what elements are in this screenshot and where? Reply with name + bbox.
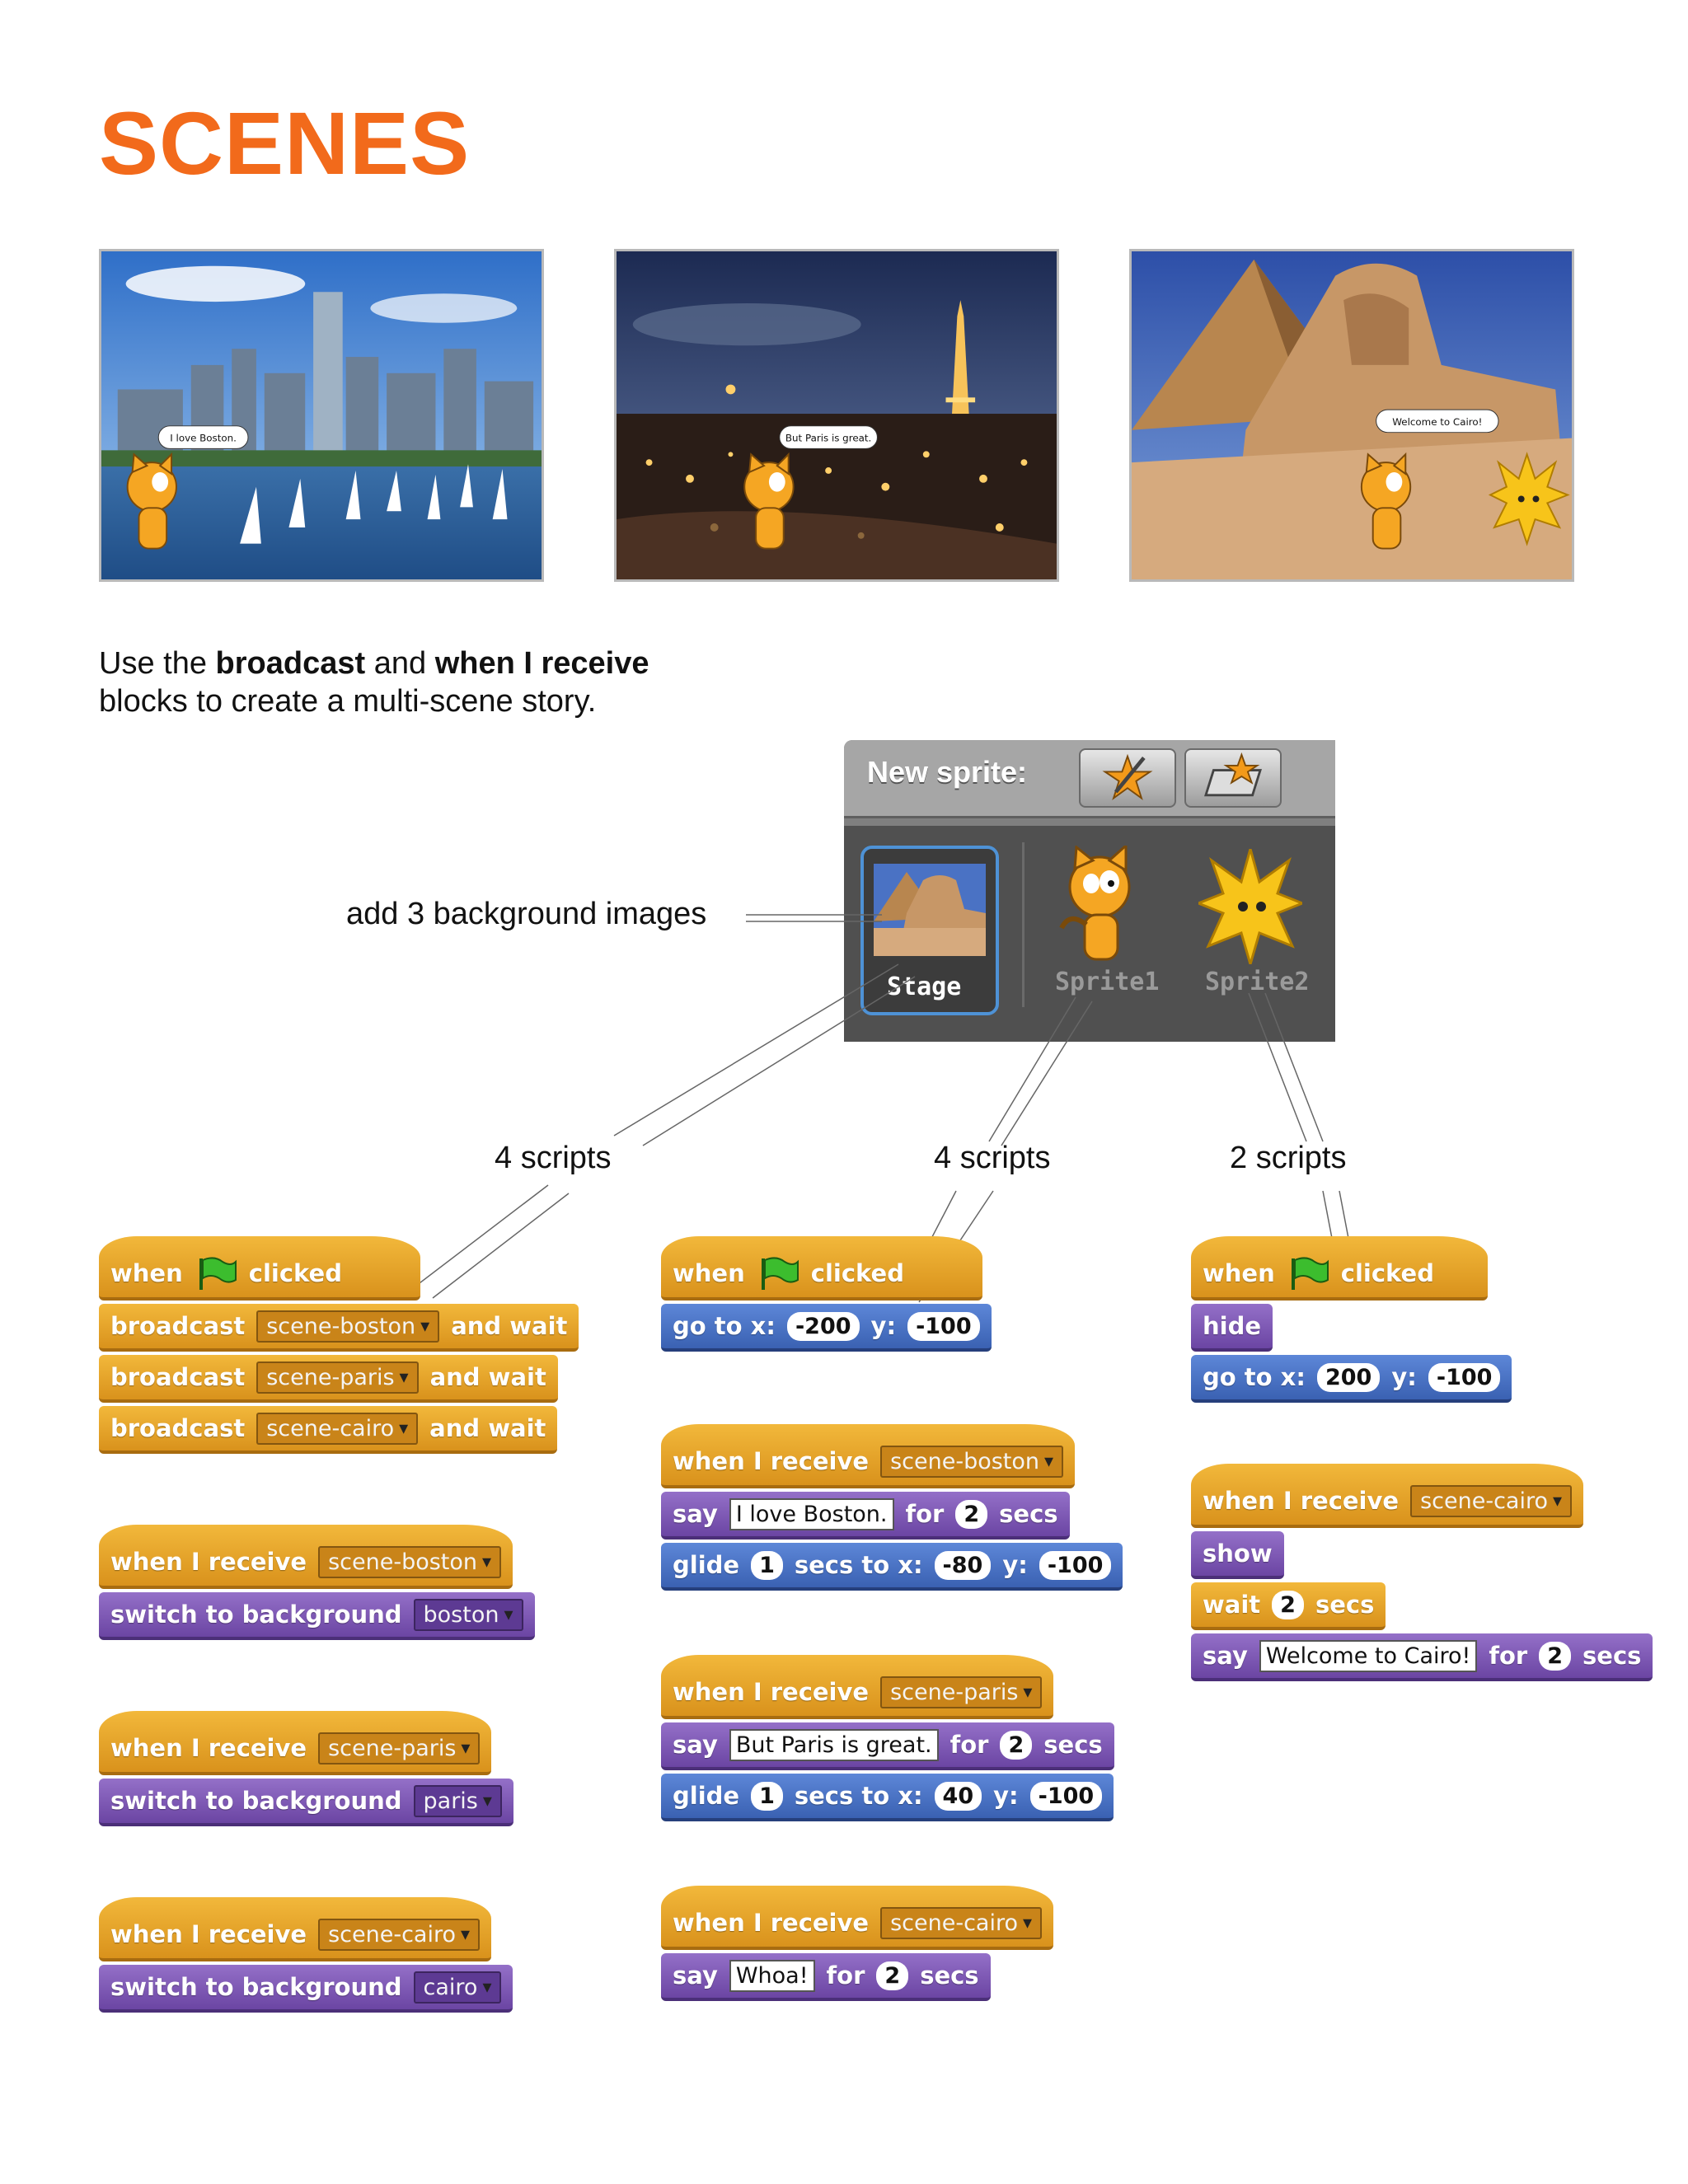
- block-clicked-label: clicked: [248, 1259, 342, 1287]
- when-i-receive-block[interactable]: [1191, 1464, 1583, 1528]
- when-i-receive-block[interactable]: [99, 1897, 491, 1961]
- block-switch-background-label: switch to background: [110, 1601, 402, 1629]
- block-when-i-receive-label: when I receive: [110, 1920, 307, 1948]
- block-go-to-x-label: go to x:: [1203, 1363, 1306, 1391]
- stage-thumbnail: [874, 864, 986, 956]
- scene-boston-image: [99, 249, 544, 582]
- sprite-list-divider: [1022, 842, 1025, 1007]
- sprite-list: [844, 826, 1335, 1042]
- block-go-to-x-label: go to x:: [673, 1312, 776, 1340]
- stage-script-receive-boston[interactable]: [99, 1525, 535, 1640]
- show-block[interactable]: [1191, 1531, 1284, 1579]
- sprite1-script-receive-paris[interactable]: [661, 1655, 1114, 1821]
- scene-cairo-image: [1129, 249, 1574, 582]
- say-for-secs-block[interactable]: [1191, 1633, 1653, 1681]
- receive-message-dropdown[interactable]: scene-cairo ▾: [880, 1907, 1042, 1939]
- say-for-secs-block[interactable]: [661, 1492, 1070, 1540]
- broadcast-message-dropdown[interactable]: scene-cairo ▾: [256, 1413, 418, 1445]
- block-broadcast-label: broadcast: [110, 1414, 246, 1442]
- block-hide-label: hide: [1203, 1312, 1262, 1340]
- sprite2-gobo-thumbnail[interactable]: [1198, 849, 1302, 964]
- svg-text:But Paris is great.: But Paris is great.: [785, 432, 872, 444]
- say-secs-input[interactable]: 2: [876, 1961, 908, 1990]
- x-input[interactable]: 40: [935, 1782, 982, 1811]
- stage-tile[interactable]: [860, 846, 999, 1015]
- receive-message-dropdown[interactable]: scene-cairo ▾: [1410, 1485, 1572, 1517]
- block-glide-label: glide: [673, 1782, 740, 1810]
- intro-use-the: Use the: [99, 646, 216, 681]
- say-text-input[interactable]: I love Boston.: [729, 1498, 894, 1530]
- annotation-sprite2-scripts: 2 scripts: [1230, 1141, 1347, 1175]
- block-when-i-receive-label: when I receive: [673, 1447, 870, 1475]
- sprite1-cat-thumbnail[interactable]: [1045, 846, 1152, 969]
- stage-script-receive-cairo[interactable]: [99, 1897, 513, 2013]
- say-secs-input[interactable]: 2: [955, 1500, 987, 1529]
- new-sprite-bar: [844, 740, 1335, 818]
- block-y-label: y:: [870, 1312, 897, 1340]
- block-broadcast-label: broadcast: [110, 1312, 246, 1340]
- scene-paris-image: [614, 249, 1059, 582]
- block-when-label: when: [110, 1259, 183, 1287]
- when-i-receive-block[interactable]: [661, 1424, 1075, 1488]
- sprite-panel: [844, 740, 1335, 1042]
- sprite1-script-green-flag[interactable]: [661, 1236, 992, 1352]
- block-clicked-label: clicked: [810, 1259, 904, 1287]
- glide-secs-input[interactable]: 1: [751, 1551, 783, 1580]
- block-y-label: y:: [1002, 1551, 1028, 1579]
- when-i-receive-block[interactable]: [661, 1655, 1053, 1719]
- intro-when-i-receive: when I receive: [434, 646, 649, 681]
- say-text-input[interactable]: Whoa!: [729, 1960, 815, 1992]
- intro-line-2: blocks to create a multi-scene story.: [99, 684, 597, 719]
- intro-broadcast: broadcast: [215, 646, 366, 681]
- svg-text:I love Boston.: I love Boston.: [170, 432, 237, 444]
- say-secs-input[interactable]: 2: [1539, 1642, 1571, 1671]
- block-y-label: y:: [1391, 1363, 1417, 1391]
- block-secs-to-x-label: secs to x:: [794, 1551, 923, 1579]
- when-flag-clicked-block[interactable]: [661, 1236, 982, 1301]
- block-secs-to-x-label: secs to x:: [794, 1782, 923, 1810]
- glide-block[interactable]: [661, 1543, 1123, 1591]
- sprite2-label: Sprite2: [1205, 968, 1310, 996]
- svg-text:Welcome to Cairo!: Welcome to Cairo!: [1392, 415, 1483, 428]
- wait-secs-input[interactable]: 2: [1272, 1591, 1304, 1619]
- stage-script-receive-paris[interactable]: [99, 1711, 513, 1826]
- block-show-label: show: [1203, 1540, 1273, 1568]
- block-say-label: say: [673, 1961, 718, 1990]
- when-flag-clicked-block[interactable]: [1191, 1236, 1488, 1301]
- x-input[interactable]: 200: [1317, 1363, 1380, 1392]
- block-switch-background-label: switch to background: [110, 1787, 402, 1815]
- page-title: SCENES: [99, 93, 471, 193]
- say-text-input[interactable]: But Paris is great.: [729, 1729, 939, 1761]
- block-when-i-receive-label: when I receive: [110, 1548, 307, 1576]
- block-when-i-receive-label: when I receive: [110, 1734, 307, 1762]
- when-i-receive-block[interactable]: [661, 1886, 1053, 1950]
- block-secs-label: secs: [1315, 1591, 1375, 1619]
- broadcast-and-wait-block[interactable]: [99, 1355, 558, 1403]
- block-for-label: for: [826, 1961, 865, 1990]
- block-when-i-receive-label: when I receive: [1203, 1487, 1400, 1515]
- y-input[interactable]: -100: [1039, 1551, 1112, 1580]
- when-flag-clicked-block[interactable]: [99, 1236, 420, 1301]
- block-and-wait-label: and wait: [429, 1363, 546, 1391]
- green-flag-icon: [1287, 1255, 1329, 1291]
- hide-block[interactable]: [1191, 1304, 1273, 1352]
- green-flag-icon: [757, 1255, 799, 1291]
- go-to-xy-block[interactable]: [1191, 1355, 1512, 1403]
- say-secs-input[interactable]: 2: [1000, 1731, 1032, 1760]
- sprite2-script-green-flag[interactable]: [1191, 1236, 1512, 1403]
- receive-message-dropdown[interactable]: scene-cairo ▾: [318, 1919, 480, 1951]
- block-secs-label: secs: [999, 1500, 1058, 1528]
- block-when-i-receive-label: when I receive: [673, 1678, 870, 1706]
- sprite1-label: Sprite1: [1055, 968, 1160, 996]
- new-sprite-label: New sprite:: [867, 755, 1028, 789]
- stage-label: Stage: [887, 972, 962, 1001]
- broadcast-message-dropdown[interactable]: scene-boston ▾: [256, 1310, 439, 1343]
- block-switch-background-label: switch to background: [110, 1973, 402, 2001]
- block-for-label: for: [950, 1731, 989, 1759]
- y-input[interactable]: -100: [1428, 1363, 1501, 1392]
- green-flag-icon: [195, 1255, 237, 1291]
- intro-text: [99, 644, 649, 720]
- go-to-xy-block[interactable]: [661, 1304, 992, 1352]
- say-text-input[interactable]: Welcome to Cairo!: [1259, 1640, 1478, 1672]
- y-input[interactable]: -100: [1030, 1782, 1103, 1811]
- sprite1-script-receive-cairo[interactable]: [661, 1886, 1053, 2001]
- block-secs-label: secs: [1043, 1731, 1103, 1759]
- block-wait-label: wait: [1203, 1591, 1261, 1619]
- x-input[interactable]: -80: [935, 1551, 992, 1580]
- block-when-label: when: [1203, 1259, 1275, 1287]
- receive-message-dropdown[interactable]: scene-boston ▾: [880, 1446, 1063, 1478]
- block-say-label: say: [673, 1731, 718, 1759]
- broadcast-and-wait-block[interactable]: [99, 1406, 557, 1454]
- block-secs-label: secs: [1582, 1642, 1642, 1670]
- choose-sprite-from-file-button[interactable]: [1184, 748, 1282, 808]
- say-for-secs-block[interactable]: [661, 1722, 1114, 1770]
- y-input[interactable]: -100: [907, 1312, 980, 1341]
- say-for-secs-block[interactable]: [661, 1953, 991, 2001]
- block-clicked-label: clicked: [1340, 1259, 1434, 1287]
- switch-to-background-block[interactable]: [99, 1779, 513, 1826]
- block-y-label: y:: [993, 1782, 1019, 1810]
- block-and-wait-label: and wait: [451, 1312, 568, 1340]
- block-say-label: say: [1203, 1642, 1248, 1670]
- sprite2-script-receive-cairo[interactable]: [1191, 1464, 1653, 1681]
- receive-message-dropdown[interactable]: scene-paris ▾: [318, 1732, 480, 1765]
- glide-secs-input[interactable]: 1: [751, 1782, 783, 1811]
- block-when-label: when: [673, 1259, 745, 1287]
- receive-message-dropdown[interactable]: scene-paris ▾: [880, 1676, 1042, 1708]
- block-for-label: for: [905, 1500, 945, 1528]
- block-secs-label: secs: [920, 1961, 979, 1990]
- sprite1-script-receive-boston[interactable]: [661, 1424, 1123, 1591]
- switch-to-background-block[interactable]: [99, 1965, 513, 2013]
- block-when-i-receive-label: when I receive: [673, 1909, 870, 1937]
- background-dropdown[interactable]: cairo ▾: [414, 1971, 502, 2004]
- annotation-stage-scripts: 4 scripts: [495, 1141, 612, 1175]
- block-say-label: say: [673, 1500, 718, 1528]
- switch-to-background-block[interactable]: [99, 1592, 535, 1640]
- wait-secs-block[interactable]: [1191, 1582, 1386, 1630]
- stage-script-green-flag[interactable]: [99, 1236, 579, 1454]
- block-and-wait-label: and wait: [429, 1414, 546, 1442]
- broadcast-and-wait-block[interactable]: [99, 1304, 579, 1352]
- block-glide-label: glide: [673, 1551, 740, 1579]
- when-i-receive-block[interactable]: [99, 1711, 491, 1775]
- broadcast-message-dropdown[interactable]: scene-paris ▾: [256, 1361, 418, 1394]
- background-dropdown[interactable]: boston ▾: [414, 1599, 523, 1631]
- intro-and: and: [365, 646, 435, 681]
- receive-message-dropdown[interactable]: scene-boston ▾: [318, 1546, 501, 1578]
- glide-block[interactable]: [661, 1774, 1114, 1821]
- annotation-sprite1-scripts: 4 scripts: [934, 1141, 1051, 1175]
- paint-new-sprite-button[interactable]: [1079, 748, 1176, 808]
- block-broadcast-label: broadcast: [110, 1363, 246, 1391]
- when-i-receive-block[interactable]: [99, 1525, 513, 1589]
- background-dropdown[interactable]: paris ▾: [414, 1785, 502, 1817]
- x-input[interactable]: -200: [787, 1312, 860, 1341]
- annotation-background-images: add 3 background images: [346, 897, 707, 931]
- block-for-label: for: [1489, 1642, 1528, 1670]
